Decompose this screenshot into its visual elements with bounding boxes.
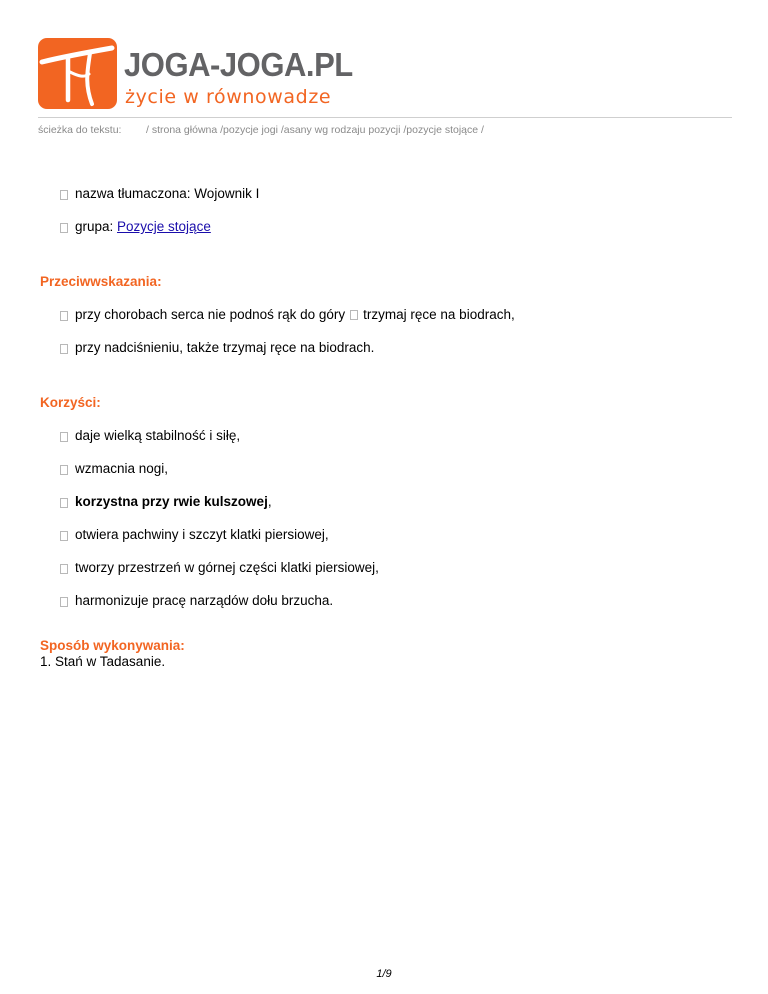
bullet-box-icon xyxy=(60,531,68,541)
list-item-translated-name xyxy=(40,186,730,202)
group-label: grupa: xyxy=(75,219,118,234)
benefit-text: tworzy przestrzeń w górnej części klatki piersiowej, xyxy=(75,560,379,575)
list-item xyxy=(40,461,730,477)
list-item xyxy=(40,307,730,323)
page-number: 1/9 xyxy=(376,968,392,980)
group-link[interactable]: Pozycje stojące xyxy=(117,219,211,234)
bullet-box-icon xyxy=(60,311,68,321)
bullet-box-icon xyxy=(60,223,68,233)
list-item xyxy=(40,340,730,356)
bullet-box-icon xyxy=(60,597,68,607)
bullet-box-icon xyxy=(60,498,68,508)
header-divider xyxy=(38,117,732,118)
breadcrumb xyxy=(38,124,484,136)
bullet-box-icon xyxy=(350,310,358,320)
benefit-text: daje wielką stabilność i siłę, xyxy=(75,428,241,443)
contraindication-text: przy nadciśnieniu, także trzymaj ręce na biodrach. xyxy=(75,340,375,355)
logo-tagline: życie w równowadze xyxy=(125,86,332,108)
breadcrumb-label: ścieżka do tekstu: xyxy=(38,124,122,136)
bullet-box-icon xyxy=(60,465,68,475)
list-item xyxy=(40,494,730,510)
benefit-text-bold: korzystna przy rwie kulszowej xyxy=(75,494,268,509)
method-title: Sposób wykonywania: xyxy=(40,638,185,653)
list-item xyxy=(40,527,730,543)
contraindication-text: trzymaj ręce na biodrach, xyxy=(363,307,515,322)
bullet-box-icon xyxy=(60,564,68,574)
list-item xyxy=(40,593,730,609)
site-header xyxy=(38,38,738,112)
benefit-text: wzmacnia nogi, xyxy=(75,461,169,476)
method-step: 1. Stań w Tadasanie. xyxy=(40,654,166,669)
benefit-text: otwiera pachwiny i szczyt klatki piersiowej, xyxy=(75,527,329,542)
benefit-text-suffix: , xyxy=(267,494,272,509)
joga-logo-icon[interactable] xyxy=(38,38,117,109)
logo-title: JOGA-JOGA.PL xyxy=(124,46,353,83)
breadcrumb-path[interactable]: / strona główna /pozycje jogi /asany wg rodzaju pozycji /pozycje stojące / xyxy=(146,124,484,136)
benefits-title: Korzyści: xyxy=(40,395,101,410)
contraindications-title: Przeciwwskazania: xyxy=(40,274,162,289)
contraindication-text: przy chorobach serca nie podnoś rąk do góry xyxy=(75,307,346,322)
list-item xyxy=(40,560,730,576)
bullet-box-icon xyxy=(60,432,68,442)
article-content xyxy=(40,186,730,670)
bullet-box-icon xyxy=(60,190,68,200)
translated-name-text: nazwa tłumaczona: Wojownik I xyxy=(75,186,260,201)
list-item-group xyxy=(40,219,730,235)
bullet-box-icon xyxy=(60,344,68,354)
benefit-text: harmonizuje pracę narządów dołu brzucha. xyxy=(75,593,334,608)
list-item xyxy=(40,428,730,444)
